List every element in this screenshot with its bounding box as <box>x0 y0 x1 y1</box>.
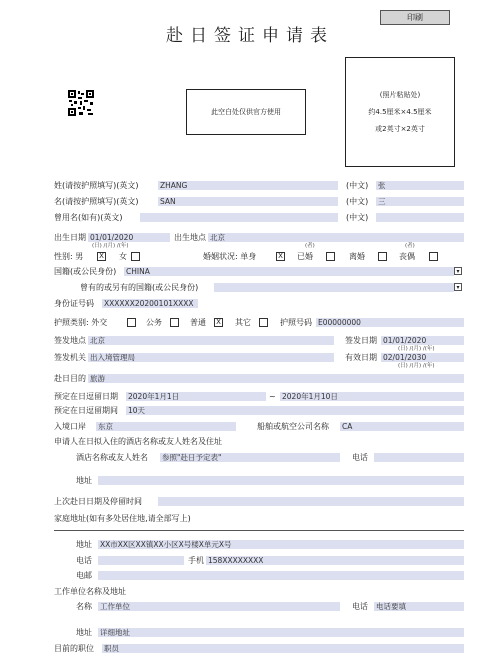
airline-label: 船舶或航空公司名称 <box>257 422 329 431</box>
expiry-label: 有效日期 <box>345 353 377 362</box>
nationality-label: 国籍(或公民身份) <box>54 267 117 276</box>
official-use-box <box>186 89 306 135</box>
planned-date-label: 预定在日逗留日期 <box>54 392 118 401</box>
sex-label: 性别: 男 <box>54 252 84 261</box>
given-label: 名(请按护照填写)(英文) <box>54 197 139 206</box>
hotel-address-field[interactable] <box>98 476 464 485</box>
dob-field[interactable]: 01/01/2020 <box>88 233 170 242</box>
last-stay-label: 上次赴日日期及停留时间 <box>54 497 142 506</box>
former-nationality-select[interactable] <box>214 283 454 292</box>
surname-cn-field[interactable]: 张 <box>376 181 464 190</box>
period-field[interactable]: 10天 <box>126 406 464 415</box>
other-checkbox[interactable] <box>259 318 268 327</box>
hotel-name-label: 酒店名称或友人姓名 <box>76 453 148 462</box>
official-checkbox[interactable] <box>170 318 179 327</box>
given-cn-field[interactable]: 三 <box>376 197 464 206</box>
female-label: 女 <box>119 252 127 261</box>
passport-no-label: 护照号码 <box>280 318 312 327</box>
print-button[interactable]: 印刷 <box>380 10 450 25</box>
dob-label: 出生日期 <box>54 233 86 242</box>
purpose-label: 赴日目的 <box>54 374 86 383</box>
married-checkbox[interactable] <box>326 252 335 261</box>
male-checkbox[interactable]: X <box>97 252 106 261</box>
work-name-label: 名称 <box>76 602 92 611</box>
former-nationality-label: 曾有的或另有的国籍(或公民身份) <box>80 283 199 292</box>
home-address-label: 地址 <box>76 540 92 549</box>
given-field[interactable]: SAN <box>158 197 338 206</box>
nationality-dropdown-icon[interactable]: ▾ <box>454 267 462 275</box>
home-tel-field[interactable] <box>98 556 184 565</box>
issue-date-field[interactable]: 01/01/2020 <box>381 336 464 345</box>
port-label: 入境口岸 <box>54 422 86 431</box>
married-label: 已婚 <box>297 252 313 261</box>
expiry-sub-label: (日) /(月) /(年) <box>398 363 435 369</box>
hotel-name-field[interactable]: 参照"赴日予定表" <box>160 453 340 462</box>
issue-date-sub-label: (日) /(月) /(年) <box>398 346 435 352</box>
official-use-label: 此空白处仅供官方使用 <box>211 108 281 116</box>
hotel-tel-label: 电话 <box>352 453 368 462</box>
ordinary-label: 普通 <box>190 318 206 327</box>
nationality-select[interactable]: CHINA <box>124 267 454 276</box>
married-sub-label: (者) <box>305 243 315 249</box>
qr-code <box>68 90 94 116</box>
female-checkbox[interactable] <box>131 252 140 261</box>
passport-no-field[interactable]: E00000000 <box>316 318 464 327</box>
authority-field[interactable]: 出入境管理局 <box>88 353 334 362</box>
expiry-field[interactable]: 02/01/2030 <box>381 353 464 362</box>
dob-sub-label: (日) /(月) /(年) <box>92 243 129 249</box>
pob-label: 出生地点 <box>174 233 206 242</box>
mobile-field[interactable]: 158XXXXXXXX <box>206 556 464 565</box>
photo-line1: (照片粘贴处) <box>379 91 421 99</box>
issue-date-label: 签发日期 <box>345 336 377 345</box>
email-field[interactable] <box>98 571 464 580</box>
surname-cn-label: (中文) <box>346 181 369 190</box>
hotel-header-label: 申请人在日拟入住的酒店名称或友人姓名及住址 <box>54 437 222 446</box>
official-label: 公务 <box>146 318 162 327</box>
photo-box <box>345 57 455 167</box>
widowed-label: 丧偶 <box>399 252 415 261</box>
id-field[interactable]: XXXXXX20200101XXXX <box>102 299 198 308</box>
position-label: 目前的职位 <box>54 644 94 653</box>
surname-label: 姓(请按护照填写)(英文) <box>54 181 139 190</box>
form-title: 赴日签证申请表 <box>166 26 334 46</box>
hotel-address-label: 地址 <box>76 476 92 485</box>
id-label: 身份证号码 <box>54 299 94 308</box>
other-label: 其它 <box>235 318 251 327</box>
email-label: 电邮 <box>76 571 92 580</box>
work-name-field[interactable]: 工作单位 <box>98 602 340 611</box>
widowed-sub-label: (者) <box>405 243 415 249</box>
last-stay-field[interactable] <box>158 497 464 506</box>
work-address-field[interactable]: 详细地址 <box>98 628 464 637</box>
marital-label: 婚姻状况: 单身 <box>203 252 257 261</box>
diplomatic-checkbox[interactable] <box>127 318 136 327</box>
widowed-checkbox[interactable] <box>429 252 438 261</box>
date-to-field[interactable]: 2020年1月10日 <box>280 392 464 401</box>
former-name-cn-label: (中文) <box>346 213 369 222</box>
home-divider <box>54 530 464 531</box>
former-name-label: 曾用名(如有)(英文) <box>54 213 123 222</box>
issue-place-field[interactable]: 北京 <box>88 336 334 345</box>
ordinary-checkbox[interactable]: X <box>214 318 223 327</box>
date-from-field[interactable]: 2020年1月1日 <box>126 392 266 401</box>
photo-line2: 约4.5厘米×4.5厘米 <box>368 108 432 116</box>
purpose-field[interactable]: 旅游 <box>88 374 464 383</box>
single-checkbox[interactable]: X <box>276 252 285 261</box>
divorced-label: 离婚 <box>349 252 365 261</box>
work-header-label: 工作单位名称及地址 <box>54 587 126 596</box>
work-tel-label: 电话 <box>352 602 368 611</box>
position-field[interactable]: 职员 <box>102 644 464 653</box>
former-name-cn-field[interactable] <box>376 213 464 222</box>
home-tel-label: 电话 <box>76 556 92 565</box>
work-tel-field[interactable]: 电话要填 <box>374 602 464 611</box>
planned-period-label: 预定在日逗留期间 <box>54 406 118 415</box>
airline-field[interactable]: CA <box>340 422 464 431</box>
former-name-field[interactable] <box>140 213 338 222</box>
hotel-tel-field[interactable] <box>374 453 464 462</box>
authority-label: 签发机关 <box>54 353 86 362</box>
pob-field[interactable]: 北京 <box>208 233 464 242</box>
given-cn-label: (中文) <box>346 197 369 206</box>
mobile-label: 手机 <box>188 556 204 565</box>
date-separator: ~ <box>269 392 276 401</box>
work-address-label: 地址 <box>76 628 92 637</box>
divorced-checkbox[interactable] <box>378 252 387 261</box>
home-address-field[interactable]: XX市XX区XX镇XX小区X号楼X单元X号 <box>98 540 464 549</box>
issue-place-label: 签发地点 <box>54 336 86 345</box>
home-header-label: 家庭地址(如有多处居住地,请全部写上) <box>54 514 191 523</box>
port-field[interactable]: 东京 <box>96 422 236 431</box>
photo-line3: 或2英寸×2英寸 <box>375 125 425 133</box>
surname-field[interactable]: ZHANG <box>158 181 338 190</box>
former-nationality-dropdown-icon[interactable]: ▾ <box>454 283 462 291</box>
passport-type-label: 护照类别: 外交 <box>54 318 108 327</box>
